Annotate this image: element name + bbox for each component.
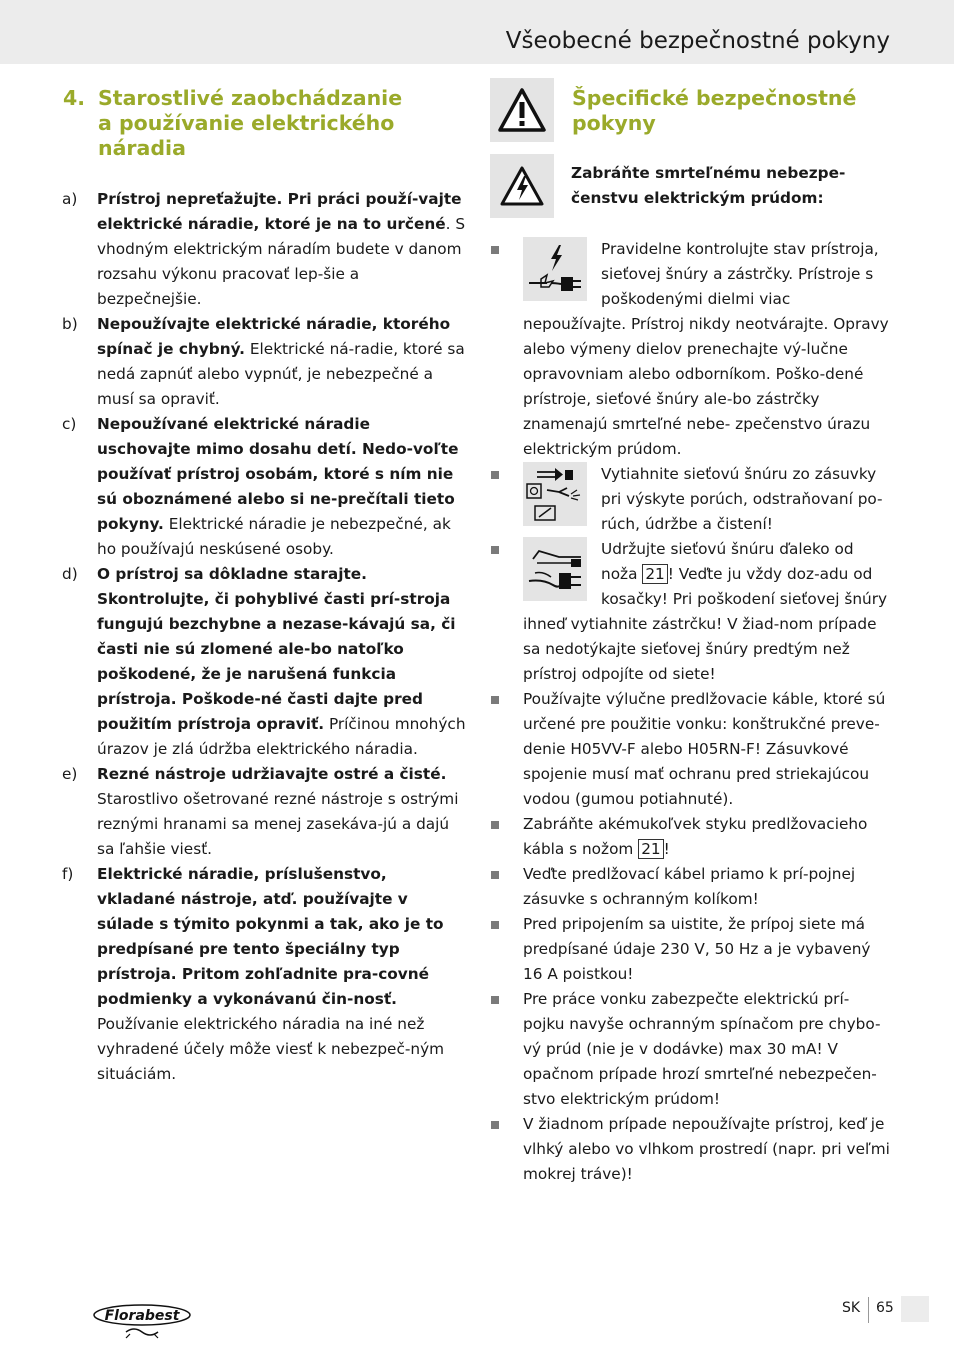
section-number: 4. <box>63 86 86 110</box>
item-bold-text: Rezné nástroje udržiavajte ostré a čisté. <box>97 765 447 783</box>
item-text: Elektrické ná-radie, ktoré sa nedá zapnúť alebo vypnúť, je nebezpečné a musí sa opraviť. <box>97 340 465 408</box>
bullet-square <box>491 696 499 704</box>
bullet-square <box>491 921 499 929</box>
bullet-text: ! Veďte ju vždy doz-adu od kosačky! Pri poškodení sieťovej šnúry ihneď vytiahnite zástrčku! V žiad-nom prípade sa nedotýkajte sieťovej šnúry predtým než prístroj odpojíte od siete! <box>523 565 888 683</box>
electric-shock-plug-icon <box>523 237 587 301</box>
svg-text:Florabest: Florabest <box>104 1308 180 1324</box>
keep-cable-away-from-blade-icon <box>523 537 587 601</box>
bullet-text: Pre práce vonku zabezpečte elektrickú prí-pojku navyše ochranným spínačom pre chybo-vý prúd (nie je v dodávke) max 30 mA! V opačnom prípade hrozí smrteľné nebezpečen-stvo elektrickým prúdom! <box>523 990 881 1108</box>
bullet-square <box>491 246 499 254</box>
bullet-text: Pred pripojením sa uistite, že prípoj siete má predpísané údaje 230 V, 50 Hz a je vybavený 16 A poistkou! <box>523 915 871 983</box>
item-text: Príčinou mnohých úrazov je zlá údržba elektrického náradia. <box>97 715 466 758</box>
list-item <box>62 862 466 1087</box>
list-marker: b) <box>62 315 78 333</box>
left-section-heading <box>63 86 463 161</box>
footer-tab <box>901 1296 929 1322</box>
list-item <box>490 1112 890 1187</box>
list-item <box>62 412 466 562</box>
list-item <box>490 237 890 462</box>
list-item <box>490 537 890 687</box>
bullet-text: Zabráňte akémukoľvek styku predlžovacieho kábla s nožom <box>523 815 868 858</box>
right-column-list <box>490 237 890 1187</box>
list-item <box>62 762 466 862</box>
item-text: Elektrické náradie je nebezpečné, ak ho používajú neskúsené osoby. <box>97 515 451 558</box>
page-number: 65 <box>876 1300 894 1316</box>
list-marker: e) <box>62 765 78 783</box>
list-item <box>490 812 890 862</box>
item-text: Používanie elektrického náradia na iné než vyhradené účely môže viesť k nebezpeč-ným situáciám. <box>97 1015 445 1083</box>
warning-line: čenstvu elektrickým prúdom: <box>571 189 824 207</box>
unplug-before-maintenance-icon <box>523 462 587 526</box>
bullet-square <box>491 821 499 829</box>
list-item <box>490 987 890 1112</box>
list-item <box>490 862 890 912</box>
section-title-line: pokyny <box>572 111 656 135</box>
right-section-heading <box>572 86 912 136</box>
footer-language: SK <box>842 1300 861 1316</box>
bullet-text: Používajte výlučne predlžovacie káble, ktoré sú určené pre použitie vonku: konštrukčné preve-denie H05VV-F alebo H05RN-F! Zásuvkové spojenie musí mať ochranu pred striekajúcou vodou (gumou potiahnuté). <box>523 690 886 808</box>
item-bold-text: Elektrické náradie, príslušenstvo, vkladané nástroje, atď. používajte v súlade s týmito pokynmi a tak, ako je to predpísané pre tento špeciálny typ prístroja. Pritom zohľadnite pra-covné podmienky a vykonávanú čin-nosť. <box>97 865 444 1008</box>
list-item <box>490 912 890 987</box>
footer-divider <box>868 1297 869 1323</box>
list-item <box>62 562 466 762</box>
list-marker: c) <box>62 415 77 433</box>
item-bold-text: Nepoužívané elektrické náradie uschovajte mimo dosahu detí. Nedo-voľte používať prístroj osobám, ktoré s ním nie sú oboznámené alebo si ne-prečítali tieto pokyny. <box>97 415 459 533</box>
list-item <box>490 687 890 812</box>
bullet-square <box>491 471 499 479</box>
list-item <box>62 187 466 312</box>
section-title-line: Starostlivé zaobchádzanie <box>98 86 403 110</box>
left-column-list <box>62 187 466 1087</box>
part-reference: 21 <box>638 839 663 859</box>
bullet-text: ! <box>663 840 670 858</box>
list-item <box>62 312 466 412</box>
bullet-text: Pravidelne kontrolujte stav prístroja, sieťovej šnúry a zástrčky. Prístroje s poškodenými dielmi viac nepoužívajte. Prístroj nikdy neotvárajte. Opravy alebo výmeny dielov prenechajte vý-lučne opravovniam alebo odborníkom. Poško-dené prístroje, sieťové šnúry ale-bo zástrčky znamenajú smrteľné nebe- zpečenstvo úrazu elektrickým prúdom. <box>523 240 889 458</box>
part-reference: 21 <box>642 564 667 584</box>
electric-hazard-icon <box>490 154 554 218</box>
page-header-title: Všeobecné bezpečnostné pokyny <box>505 28 890 54</box>
item-text: . S vhodným elektrickým náradím budete v danom rozsahu výkonu pracovať lep-šie a bezpečnejšie. <box>97 215 466 308</box>
warning-text <box>571 161 901 211</box>
section-title-line: a používanie elektrického <box>98 111 395 135</box>
list-marker: f) <box>62 865 74 883</box>
item-bold-text: O prístroj sa dôkladne starajte. Skontrolujte, či pohyblivé časti prí-stroja fungujú bezchybne a nezase-kávajú sa, či časti nie sú zlomené ale-bo natoľko poškodené, že je narušená funkcia prístroja. Poškode-né časti dajte pred použitím prístroja opraviť. <box>97 565 456 733</box>
item-bold-text: Nepoužívajte elektrické náradie, ktorého spínač je chybný. <box>97 315 451 358</box>
bullet-square <box>491 1121 499 1129</box>
bullet-text: Udržujte sieťovú šnúru ďaleko od noža <box>601 540 854 583</box>
bullet-text: V žiadnom prípade nepoužívajte prístroj, keď je vlhký alebo vo vlhkom prostredí (napr. pri veľmi mokrej tráve)! <box>523 1115 890 1183</box>
item-bold-text: Prístroj nepreťažujte. Pri práci použí-vajte elektrické náradie, ktoré je na to určené <box>97 190 462 233</box>
bullet-square <box>491 871 499 879</box>
bullet-text: Veďte predlžovací kábel priamo k prí-pojnej zásuvke s ochranným kolíkom! <box>523 865 856 908</box>
bullet-text: Vytiahnite sieťovú šnúru zo zásuvky pri výskyte porúch, odstraňovaní po-rúch, údržbe a čistení! <box>601 465 883 533</box>
list-marker: a) <box>62 190 78 208</box>
warning-line: Zabráňte smrteľnému nebezpe- <box>571 164 846 182</box>
list-marker: d) <box>62 565 78 583</box>
section-title-line: Špecifické bezpečnostné <box>572 86 857 110</box>
warning-triangle-icon <box>490 78 554 142</box>
item-text: Starostlivo ošetrované rezné nástroje s ostrými reznými hranami sa menej zasekáva-jú a dajú sa ľahšie viesť. <box>97 790 459 858</box>
list-item <box>490 462 890 537</box>
florabest-logo <box>92 1302 192 1342</box>
bullet-square <box>491 546 499 554</box>
bullet-square <box>491 996 499 1004</box>
section-title-line: náradia <box>98 136 186 160</box>
